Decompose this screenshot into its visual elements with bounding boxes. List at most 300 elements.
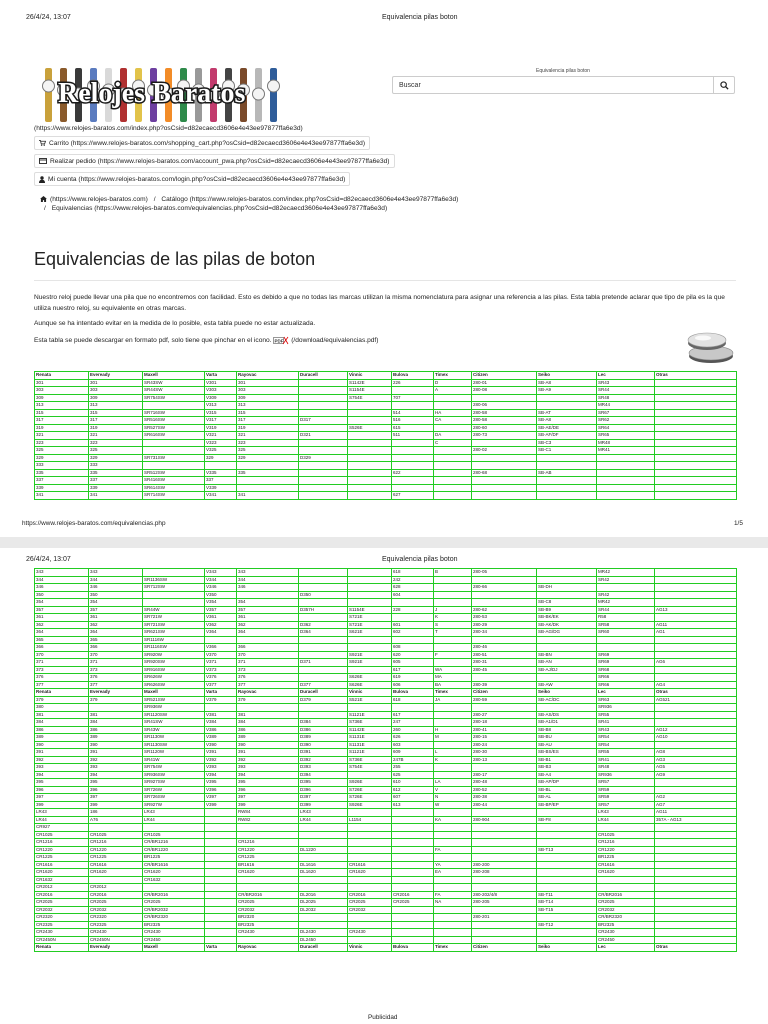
table-cell: SR69	[597, 651, 655, 659]
table-row	[35, 726, 737, 734]
table-cell	[299, 914, 348, 922]
table-cell: SR42	[597, 576, 655, 584]
table-cell: SB-T11	[537, 891, 597, 899]
column-header: Vinnic	[348, 689, 392, 697]
table-cell: 399	[237, 801, 299, 809]
table-cell	[597, 469, 655, 477]
table-header-row	[35, 944, 737, 952]
table-cell: CR2320	[89, 914, 143, 922]
table-row	[35, 417, 737, 425]
table-cell	[655, 614, 737, 622]
table-cell: 280-13	[472, 756, 537, 764]
column-header: Varta	[205, 944, 237, 952]
advertising-label: Publicidad	[368, 1014, 398, 1021]
column-header: Otras	[655, 689, 737, 697]
table-cell: 366	[89, 644, 143, 652]
table-cell: SR43	[597, 379, 655, 387]
table-row	[35, 651, 737, 659]
home-icon	[40, 196, 47, 202]
table-cell: 379	[89, 696, 143, 704]
table-cell: 329	[35, 454, 89, 462]
table-cell: CR2430	[35, 929, 89, 937]
table-cell: 280-59	[472, 696, 537, 704]
table-cell: 280-02	[472, 447, 537, 455]
table-cell: V319	[205, 424, 237, 432]
site-logo[interactable]	[38, 66, 286, 124]
table-cell: 226	[392, 379, 434, 387]
table-cell: 389	[89, 734, 143, 742]
table-cell: SR936SW	[143, 771, 205, 779]
table-cell: SR731SW	[143, 454, 205, 462]
table-cell: 329	[89, 454, 143, 462]
table-cell	[434, 454, 472, 462]
table-cell: 386	[35, 726, 89, 734]
column-header: Citizen	[472, 372, 537, 380]
table-cell	[237, 636, 299, 644]
table-cell: 377	[237, 681, 299, 689]
table-cell: SB-A4	[537, 771, 597, 779]
search-label: Equivalencia pilas boton	[536, 68, 590, 74]
table-cell: 389	[35, 734, 89, 742]
table-cell: S754E	[348, 764, 392, 772]
table-cell: EA	[434, 869, 472, 877]
table-row	[35, 929, 737, 937]
table-row	[35, 741, 737, 749]
table-cell	[392, 831, 434, 839]
table-cell	[434, 599, 472, 607]
table-cell: SB-AP/DP	[537, 779, 597, 787]
table-cell	[143, 439, 205, 447]
table-cell	[348, 914, 392, 922]
table-cell: 280-30	[472, 749, 537, 757]
table-cell: CA	[434, 417, 472, 425]
table-cell: S736E	[348, 719, 392, 727]
table-cell: 280-52	[472, 786, 537, 794]
table-cell: 333	[35, 462, 89, 470]
table-cell: 280-29	[472, 621, 537, 629]
breadcrumb-current[interactable]: Equivalencias (https://www.relojes-baratos.com/equivalencias.php?osCsid=d82ecaecd3606e4e43ee97877ffa6e3d)	[51, 205, 388, 212]
table-row	[35, 824, 737, 832]
table-cell: 386	[89, 726, 143, 734]
table-cell: 361	[237, 614, 299, 622]
table-cell: 280-44	[472, 801, 537, 809]
breadcrumb-home[interactable]: (https://www.relojes-baratos.com)	[40, 196, 148, 203]
column-header: Seiko	[537, 372, 597, 380]
column-header: Lec	[597, 689, 655, 697]
table-cell	[392, 869, 434, 877]
table-cell	[434, 929, 472, 937]
table-cell	[655, 409, 737, 417]
table-row	[35, 402, 737, 410]
table-cell: SR920W	[143, 651, 205, 659]
table-cell	[472, 394, 537, 402]
search-button[interactable]	[713, 77, 734, 93]
table-row	[35, 644, 737, 652]
table-cell: DL2032	[299, 906, 348, 914]
table-cell: V325	[205, 447, 237, 455]
table-cell: 390	[35, 741, 89, 749]
table-cell	[597, 454, 655, 462]
table-cell	[299, 439, 348, 447]
table-cell	[299, 831, 348, 839]
table-cell: 395	[89, 779, 143, 787]
table-cell	[392, 809, 434, 817]
column-header: Seiko	[537, 944, 597, 952]
table-cell: D397	[299, 794, 348, 802]
table-row	[35, 454, 737, 462]
search-input[interactable]	[393, 77, 725, 93]
table-cell: D	[434, 379, 472, 387]
table-cell	[348, 921, 392, 929]
table-cell: CR1620	[237, 869, 299, 877]
download-line	[34, 335, 736, 346]
table-cell	[537, 644, 597, 652]
table-cell: T	[434, 629, 472, 637]
table-cell: DL1616	[299, 861, 348, 869]
table-cell: SR44W	[143, 606, 205, 614]
table-cell	[299, 492, 348, 500]
table-cell: DA	[434, 432, 472, 440]
table-cell: CR2016	[89, 891, 143, 899]
table-cell: 313	[89, 402, 143, 410]
column-header: Varta	[205, 689, 237, 697]
table-cell	[392, 477, 434, 485]
table-cell	[392, 462, 434, 470]
table-cell: SR1136SW	[143, 576, 205, 584]
table-cell: 280-05	[472, 569, 537, 577]
table-cell: 377	[35, 681, 89, 689]
table-cell: 350	[89, 591, 143, 599]
table-cell: YA	[434, 861, 472, 869]
table-cell: 393	[89, 764, 143, 772]
table-cell	[472, 824, 537, 832]
table-cell	[348, 704, 392, 712]
table-cell	[205, 876, 237, 884]
table-cell: 280-48	[472, 779, 537, 787]
table-cell: SR920SW	[143, 659, 205, 667]
table-cell	[205, 831, 237, 839]
page-title: Equivalencias de las pilas de boton	[34, 249, 316, 269]
table-cell: SR57	[597, 801, 655, 809]
credit-card-icon	[39, 158, 47, 164]
table-cell	[205, 824, 237, 832]
table-cell: 603	[392, 741, 434, 749]
table-cell: 280-208	[472, 869, 537, 877]
table-cell	[655, 839, 737, 847]
table-cell	[597, 584, 655, 592]
table-cell: AG12	[655, 726, 737, 734]
table-cell: V370	[205, 651, 237, 659]
table-cell: 335	[237, 469, 299, 477]
table-cell: 373	[237, 666, 299, 674]
table-cell: SR43W	[143, 726, 205, 734]
table-cell: CR/BR2016	[143, 891, 205, 899]
table-cell: CR1025	[89, 831, 143, 839]
table-cell: BR2325	[143, 921, 205, 929]
table-cell: D386	[299, 726, 348, 734]
table-cell: SR44	[597, 387, 655, 395]
table-row	[35, 891, 737, 899]
table-row	[35, 621, 737, 629]
table-cell	[472, 854, 537, 862]
table-cell	[237, 876, 299, 884]
table-cell: V377	[205, 681, 237, 689]
table-cell	[205, 936, 237, 944]
checkout-link[interactable]	[34, 154, 395, 168]
table-cell: V341	[205, 492, 237, 500]
table-cell	[434, 906, 472, 914]
table-cell: CR2325	[35, 921, 89, 929]
cart-link[interactable]	[34, 136, 370, 150]
table-cell: S1142E	[348, 379, 392, 387]
column-header: Timex	[434, 372, 472, 380]
table-row	[35, 659, 737, 667]
table-cell: SR44SW	[143, 387, 205, 395]
table-cell: 393	[237, 764, 299, 772]
table-cell	[89, 704, 143, 712]
column-header: Eveready	[89, 944, 143, 952]
table-cell	[392, 861, 434, 869]
table-cell: SR42	[597, 591, 655, 599]
table-cell	[205, 884, 237, 892]
download-link[interactable]: (/download/equivalencias.pdf)	[291, 337, 379, 344]
table-cell	[472, 492, 537, 500]
watch-face	[268, 80, 280, 92]
table-cell: SB-B1	[537, 756, 597, 764]
table-cell	[434, 477, 472, 485]
table-cell: CR2430	[237, 929, 299, 937]
table-cell	[655, 379, 737, 387]
table-cell: KA	[434, 816, 472, 824]
table-cell	[392, 876, 434, 884]
table-cell: CR1025	[35, 831, 89, 839]
table-cell: 325	[237, 447, 299, 455]
table-cell: 612	[392, 786, 434, 794]
table-row	[35, 394, 737, 402]
table-cell	[655, 644, 737, 652]
page-number: 1/5	[734, 520, 743, 527]
table-cell: 394	[89, 771, 143, 779]
table-cell	[655, 921, 737, 929]
table-cell: AG11	[655, 621, 737, 629]
table-cell	[348, 492, 392, 500]
table-cell	[299, 599, 348, 607]
table-cell	[299, 644, 348, 652]
table-cell	[472, 764, 537, 772]
table-cell: 381	[89, 711, 143, 719]
print-page-2	[0, 548, 768, 1024]
table-cell: LR44	[299, 816, 348, 824]
table-cell: 341	[237, 492, 299, 500]
table-cell	[655, 906, 737, 914]
column-header: Rayovac	[237, 689, 299, 697]
table-cell	[655, 584, 737, 592]
table-cell: BR1225	[597, 854, 655, 862]
table-row	[35, 447, 737, 455]
table-cell: D321	[299, 432, 348, 440]
table-cell: V389	[205, 734, 237, 742]
table-cell: 323	[35, 439, 89, 447]
table-cell: SR626SW	[143, 681, 205, 689]
table-cell	[348, 477, 392, 485]
table-cell	[597, 884, 655, 892]
table-cell	[237, 831, 299, 839]
table-cell: 315	[89, 409, 143, 417]
table-cell	[472, 929, 537, 937]
table-cell: SR416SW	[143, 477, 205, 485]
table-cell: 329	[237, 454, 299, 462]
table-cell: SB-AT	[537, 409, 597, 417]
table-cell: SR726W	[143, 786, 205, 794]
table-cell: V379	[205, 696, 237, 704]
table-cell	[655, 786, 737, 794]
table-cell: CR2325	[89, 921, 143, 929]
table-cell: 626	[392, 734, 434, 742]
table-cell: D384	[299, 719, 348, 727]
table-cell: 393	[35, 764, 89, 772]
table-cell: CR1632	[35, 876, 89, 884]
table-cell: S521E	[348, 696, 392, 704]
table-cell: 317	[35, 417, 89, 425]
table-cell	[537, 854, 597, 862]
table-cell	[237, 477, 299, 485]
table-cell: 627	[392, 492, 434, 500]
table-cell: 370	[237, 651, 299, 659]
table-cell: AG6	[655, 659, 737, 667]
table-cell	[655, 741, 737, 749]
table-cell	[472, 936, 537, 944]
table-cell	[299, 462, 348, 470]
print-title: Equivalencia pilas boton	[382, 14, 458, 21]
table-cell: 280-41	[472, 726, 537, 734]
table-cell: 609	[392, 749, 434, 757]
breadcrumb-catalog[interactable]: Catálogo (https://www.relojes-baratos.com/index.php?osCsid=d82ecaecd3606e4e43ee97877ffa6e3d)	[161, 196, 459, 203]
table-cell	[655, 569, 737, 577]
table-cell	[237, 936, 299, 944]
table-cell	[597, 477, 655, 485]
table-cell	[205, 861, 237, 869]
table-cell: LR44	[35, 816, 89, 824]
column-header: Vinnic	[348, 944, 392, 952]
table-cell: SR64	[597, 424, 655, 432]
table-cell	[655, 651, 737, 659]
table-cell	[537, 831, 597, 839]
table-cell: SR1130W	[143, 734, 205, 742]
table-cell: SB-AU	[537, 741, 597, 749]
table-cell	[655, 779, 737, 787]
table-row	[35, 636, 737, 644]
table-cell	[472, 921, 537, 929]
table-cell: SR916SW	[143, 666, 205, 674]
table-cell: 315	[35, 409, 89, 417]
table-cell	[655, 831, 737, 839]
table-cell: V335	[205, 469, 237, 477]
table-cell: S926E	[348, 801, 392, 809]
table-cell	[143, 462, 205, 470]
table-cell: V399	[205, 801, 237, 809]
table-row	[35, 861, 737, 869]
table-cell: LR43	[35, 809, 89, 817]
table-cell: SB-T15	[537, 906, 597, 914]
table-cell: AG13	[655, 606, 737, 614]
table-cell: 280-205	[472, 899, 537, 907]
cart-icon	[39, 140, 46, 146]
table-cell: 329	[205, 454, 237, 462]
table-cell	[237, 824, 299, 832]
table-cell: 335	[89, 469, 143, 477]
account-link[interactable]	[34, 172, 350, 186]
table-cell: 344	[89, 576, 143, 584]
table-cell	[655, 477, 737, 485]
table-cell: CR927	[35, 824, 89, 832]
table-cell: LR44	[597, 816, 655, 824]
table-cell: D379	[299, 696, 348, 704]
watch-face	[253, 88, 265, 100]
table-cell	[655, 387, 737, 395]
table-cell: V303	[205, 387, 237, 395]
table-cell: 280-38	[472, 794, 537, 802]
table-cell: D390	[299, 741, 348, 749]
column-header: Maxell	[143, 944, 205, 952]
table-cell: 321	[35, 432, 89, 440]
table-cell: CR2025	[392, 899, 434, 907]
intro-text: Nuestro reloj puede llevar una pila que no encontremos con facilidad. Esto es debido a que no todas las marcas utilizan la misma nomenclatura para asignar una referencia a las pilas. Esta tabla pretende aclarar que tipo de pila es la que utiliza nuestro reloj, su equivalente en otras marcas.	[34, 294, 725, 312]
column-header: Varta	[205, 372, 237, 380]
table-cell: 315	[237, 409, 299, 417]
table-cell	[655, 846, 737, 854]
table-cell	[392, 454, 434, 462]
table-cell: 376	[89, 674, 143, 682]
table-cell	[348, 636, 392, 644]
table-cell	[299, 469, 348, 477]
table-cell	[472, 876, 537, 884]
table-cell: AG9	[655, 771, 737, 779]
table-cell: 325	[89, 447, 143, 455]
home-link[interactable]: (https://www.relojes-baratos.com/index.php?osCsid=d82ecaecd3606e4e43ee97877ffa6e3d)	[34, 125, 303, 132]
table-cell	[537, 876, 597, 884]
table-cell: D329	[299, 454, 348, 462]
table-cell: 384	[89, 719, 143, 727]
table-cell: CR2450	[597, 936, 655, 944]
table-cell: S736E	[348, 756, 392, 764]
table-cell: SB-BK/EK	[537, 614, 597, 622]
table-cell	[392, 854, 434, 862]
table-cell: JA	[434, 696, 472, 704]
table-cell: SB-AW	[537, 681, 597, 689]
table-cell: LR44	[143, 816, 205, 824]
table-cell	[537, 839, 597, 847]
table-cell: 280-45	[472, 666, 537, 674]
table-row	[35, 756, 737, 764]
table-cell: A	[434, 387, 472, 395]
pdf-icon[interactable]	[273, 336, 289, 345]
table-cell: D395	[299, 779, 348, 787]
table-cell: DL1220	[299, 846, 348, 854]
table-cell	[537, 462, 597, 470]
table-cell: SB-AJ/DJ	[537, 666, 597, 674]
table-cell: D389	[299, 734, 348, 742]
table-cell	[392, 484, 434, 492]
table-cell: C	[434, 439, 472, 447]
table-cell	[392, 439, 434, 447]
table-cell: CR2430	[597, 929, 655, 937]
table-cell: 380	[35, 704, 89, 712]
table-cell	[537, 576, 597, 584]
table-cell	[348, 809, 392, 817]
table-cell: SR936W	[143, 704, 205, 712]
table-cell	[655, 454, 737, 462]
table-cell: 390	[237, 741, 299, 749]
